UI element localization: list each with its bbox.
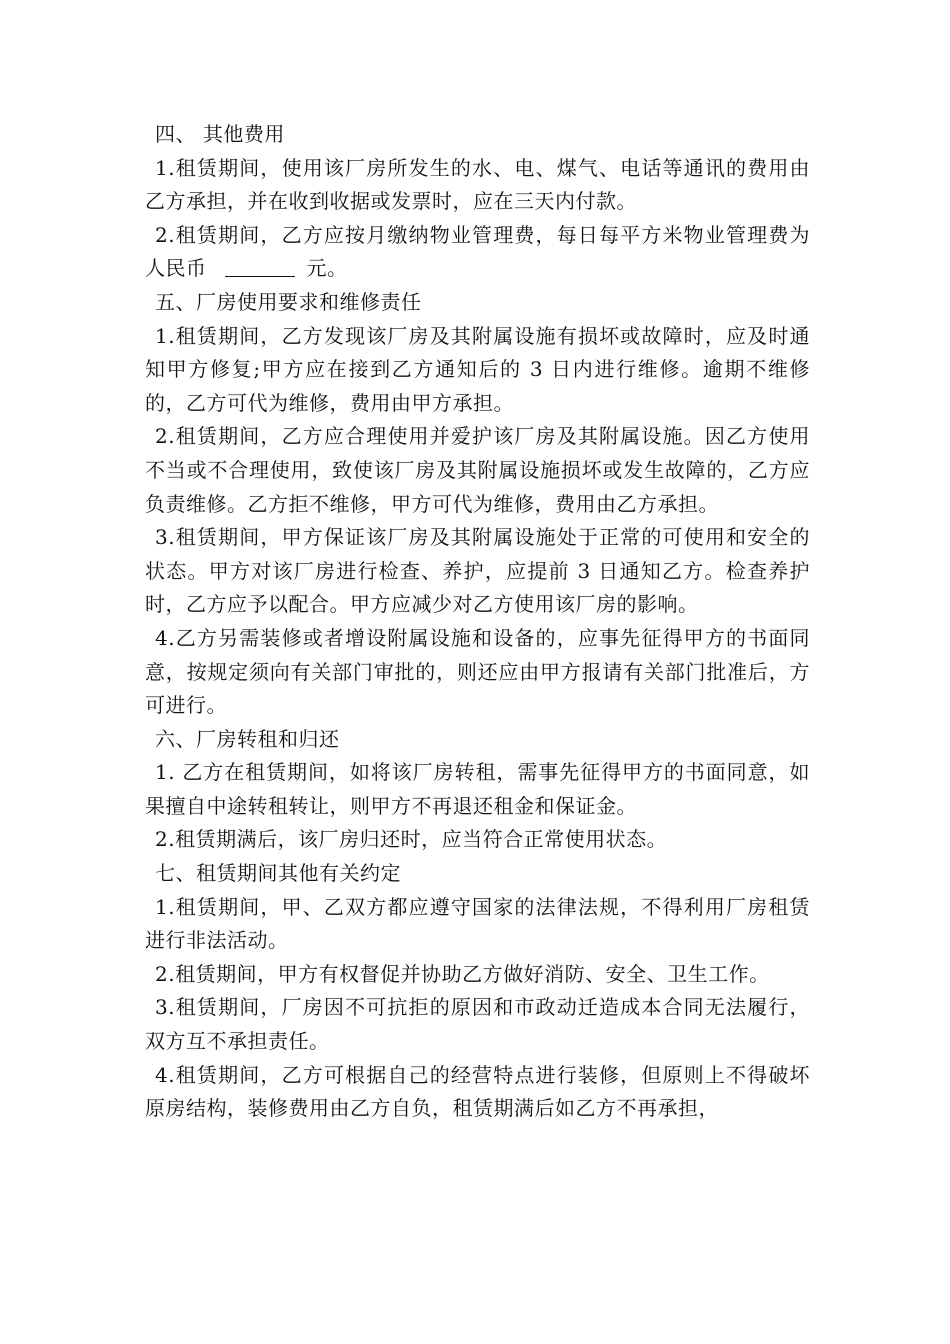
clause-5-1: 1.租赁期间，乙方发现该厂房及其附属设施有损坏或故障时，应及时通知甲方修复;甲方应在接到乙方通知后的 3 日内进行维修。逾期不维修的，乙方可代为维修，费用由甲方承担。 xyxy=(145,323,810,415)
fill-in-blank-amount xyxy=(225,256,295,277)
clause-5-2: 2.租赁期间，乙方应合理使用并爱护该厂房及其附属设施。因乙方使用不当或不合理使用，致使该厂房及其附属设施损坏或发生故障的，乙方应负责维修。乙方拒不维修，甲方可代为维修，费用由乙方承担。 xyxy=(145,424,810,516)
clause-6-2: 2.租赁期满后，该厂房归还时，应当符合正常使用状态。 xyxy=(155,827,668,852)
clause-6-1: 1. 乙方在租赁期间，如将该厂房转租，需事先征得甲方的书面同意，如果擅自中途转租转让，则甲方不再退还租金和保证金。 xyxy=(145,760,810,818)
clause-4-2-text-before: 2.租赁期间，乙方应按月缴纳物业管理费，每日每平方米物业管理费为人民币 xyxy=(145,222,810,281)
clause-4-2-text-after: 元。 xyxy=(306,256,348,281)
section-heading-other-fees: 四、 其他费用 xyxy=(155,122,285,146)
clause-4-2 xyxy=(145,219,810,286)
clause-7-4: 4.租赁期间，乙方可根据自己的经营特点进行装修，但原则上不得破坏原房结构，装修费用由乙方自负，租赁期满后如乙方不再承担， xyxy=(145,1062,810,1121)
clause-4-1: 1.租赁期间，使用该厂房所发生的水、电、煤气、电话等通讯的费用由乙方承担，并在收到收据或发票时，应在三天内付款。 xyxy=(145,155,810,214)
clause-5-4: 4.乙方另需装修或者增设附属设施和设备的，应事先征得甲方的书面同意，按规定须向有关部门审批的，则还应由甲方报请有关部门批准后，方可进行。 xyxy=(145,625,810,718)
document-body xyxy=(145,118,810,1126)
section-heading-other-agreements: 七、租赁期间其他有关约定 xyxy=(155,861,401,886)
clause-7-2: 2.租赁期间，甲方有权督促并协助乙方做好消防、安全、卫生工作。 xyxy=(155,961,770,986)
section-heading-usage-maintenance: 五、厂房使用要求和维修责任 xyxy=(155,289,422,314)
clause-7-3: 3.租赁期间，厂房因不可抗拒的原因和市政动迁造成本合同无法履行，双方互不承担责任。 xyxy=(145,995,810,1054)
clause-5-3: 3.租赁期间，甲方保证该厂房及其附属设施处于正常的可使用和安全的状态。甲方对该厂房进行检查、养护，应提前 3 日通知乙方。检查养护时，乙方应予以配合。甲方应减少对乙方使用该厂房的影响。 xyxy=(145,525,810,617)
section-heading-sublease-return: 六、厂房转租和归还 xyxy=(155,726,340,751)
clause-7-1: 1.租赁期间，甲、乙双方都应遵守国家的法律法规，不得利用厂房租赁进行非法活动。 xyxy=(145,894,810,953)
